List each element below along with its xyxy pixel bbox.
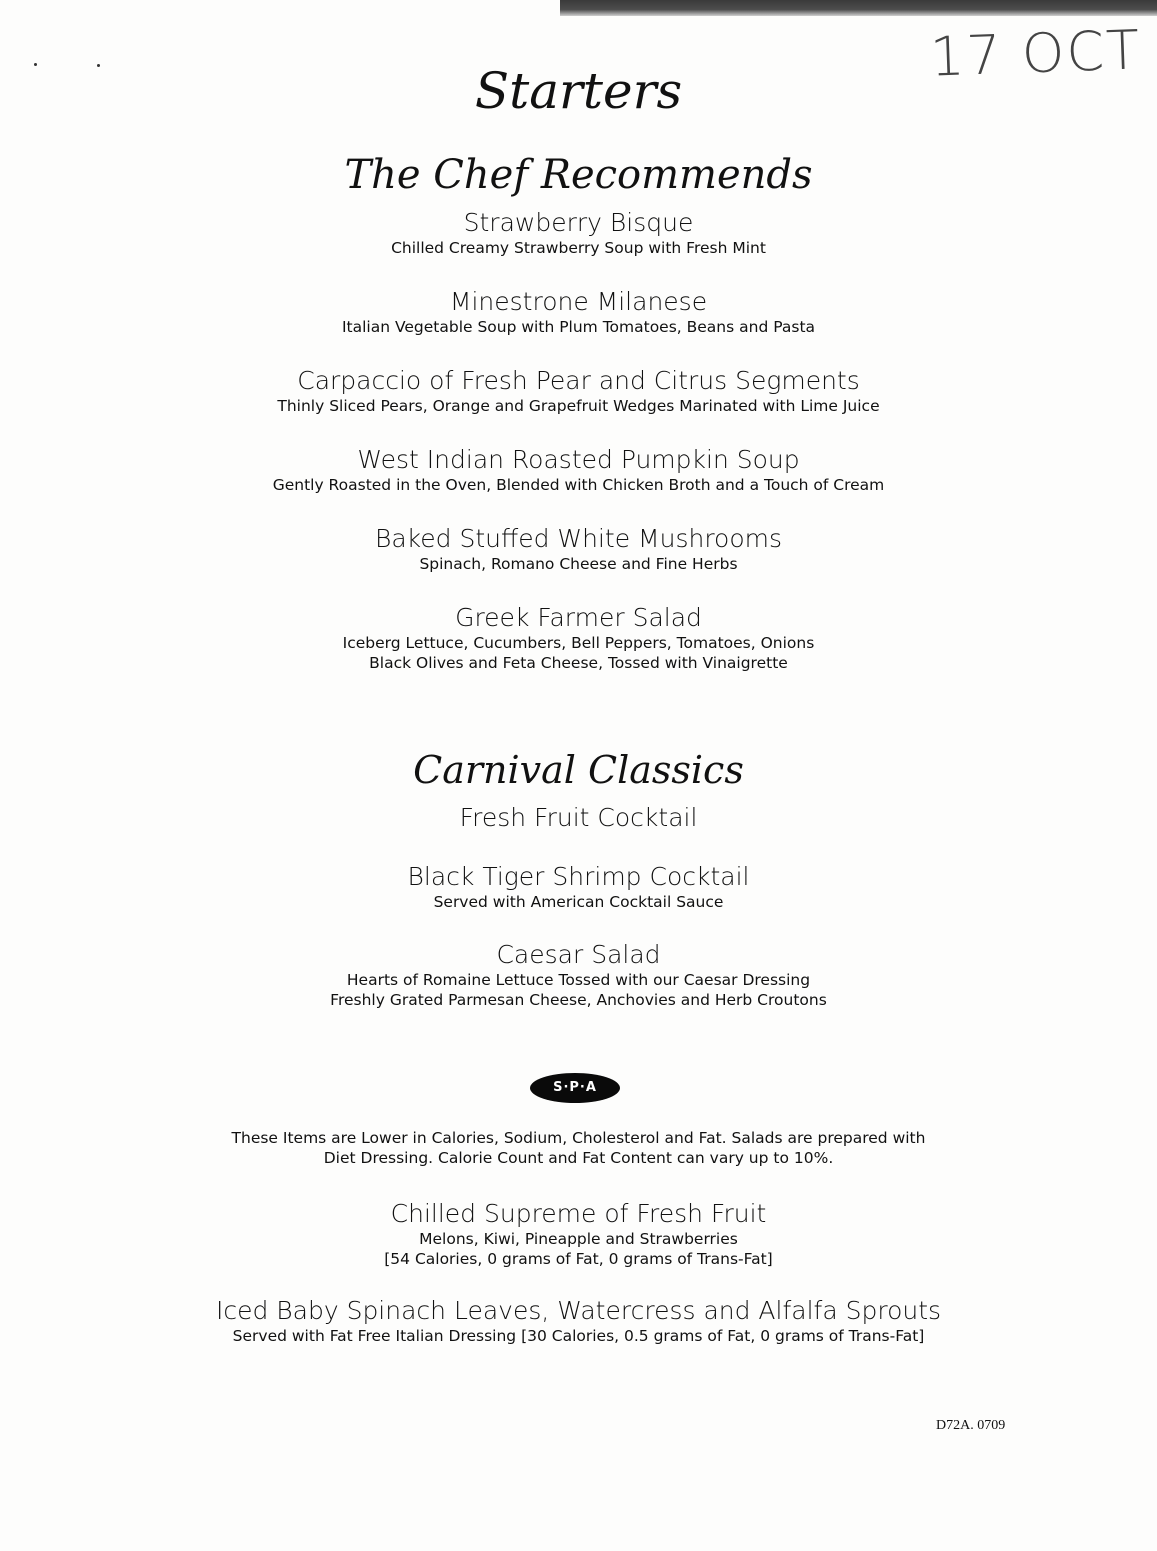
item-desc: Spinach, Romano Cheese and Fine Herbs [419,555,738,573]
item-desc: Served with Fat Free Italian Dressing [30 Calories, 0.5 grams of Fat, 0 grams of Trans-Fat] [232,1327,925,1345]
menu-item-shrimp-cocktail [0,862,1157,912]
item-name: Strawberry Bisque [463,208,694,237]
chef-recommends-heading: The Chef Recommends [344,152,813,198]
item-desc: Melons, Kiwi, Pineapple and Strawberries [419,1230,738,1248]
item-name: Fresh Fruit Cocktail [459,803,698,832]
menu-item-supreme-fruit [0,1199,1157,1269]
item-name: Caesar Salad [496,940,661,969]
item-name: Black Tiger Shrimp Cocktail [407,862,750,891]
spa-note [0,1128,1157,1168]
spa-note-line1: These Items are Lower in Calories, Sodium, Cholesterol and Fat. Salads are prepared with [231,1129,926,1147]
item-name: Carpaccio of Fresh Pear and Citrus Segments [297,366,860,395]
menu-item-mushrooms [0,524,1157,574]
form-code: D72A. 0709 [936,1418,1006,1433]
menu-item-strawberry-bisque [0,208,1157,258]
item-desc: Thinly Sliced Pears, Orange and Grapefruit Wedges Marinated with Lime Juice [277,397,880,415]
scan-edge-bar [560,0,1157,16]
item-name: Chilled Supreme of Fresh Fruit [390,1199,767,1228]
item-name: Greek Farmer Salad [455,603,702,632]
item-desc: Chilled Creamy Strawberry Soup with Fresh Mint [391,239,766,257]
item-desc: Hearts of Romaine Lettuce Tossed with our Caesar Dressing [346,971,811,989]
item-name: Baked Stuffed White Mushrooms [374,524,783,553]
item-desc-line2: [54 Calories, 0 grams of Fat, 0 grams of Trans-Fat] [384,1250,773,1268]
menu-item-fruit-cocktail [0,803,1157,833]
menu-item-minestrone [0,287,1157,337]
carnival-classics-heading: Carnival Classics [413,748,744,792]
spa-note-line2: Diet Dressing. Calorie Count and Fat Content can vary up to 10%. [323,1149,834,1167]
item-name: Iced Baby Spinach Leaves, Watercress and Alfalfa Sprouts [215,1296,942,1325]
item-desc: Italian Vegetable Soup with Plum Tomatoes, Beans and Pasta [341,318,816,336]
item-desc: Gently Roasted in the Oven, Blended with Chicken Broth and a Touch of Cream [272,476,885,494]
item-name: Minestrone Milanese [449,287,708,316]
menu-item-carpaccio [0,366,1157,416]
item-name: West Indian Roasted Pumpkin Soup [357,445,800,474]
starters-heading: Starters [474,62,683,120]
spa-logo-icon [529,1072,621,1104]
handwritten-date: 17 OCT [928,18,1143,89]
menu-item-greek-salad [0,603,1157,673]
item-desc: Iceberg Lettuce, Cucumbers, Bell Peppers, Tomatoes, Onions [342,634,815,652]
item-desc-line2: Freshly Grated Parmesan Cheese, Anchovies and Herb Croutons [330,991,827,1009]
menu-item-caesar-salad [0,940,1157,1010]
menu-item-pumpkin-soup [0,445,1157,495]
item-desc-line2: Black Olives and Feta Cheese, Tossed with Vinaigrette [369,654,788,672]
menu-item-spinach-leaves [0,1296,1157,1346]
item-desc: Served with American Cocktail Sauce [433,893,724,911]
spa-logo-text: S·P·A [553,1080,597,1095]
